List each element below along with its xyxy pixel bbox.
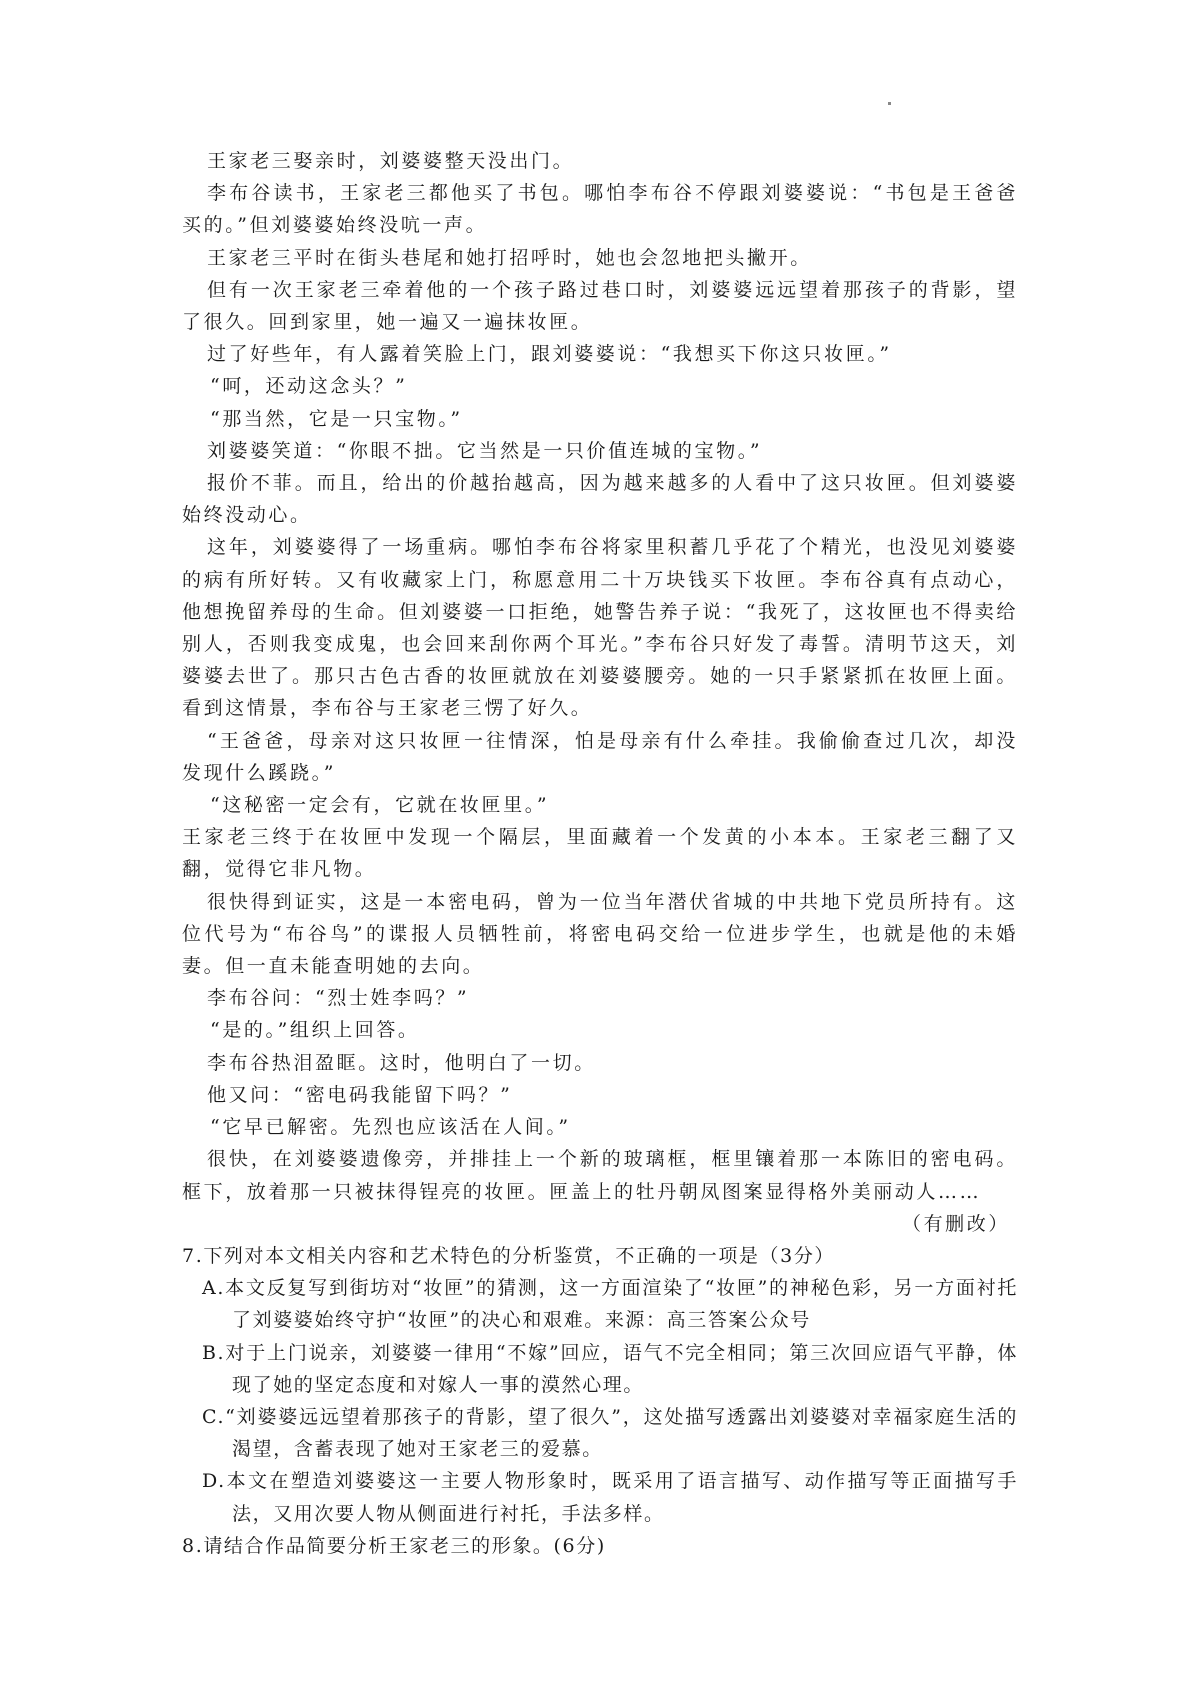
story-paragraph: “这秘密一定会有，它就在妆匣里。” [210, 794, 550, 817]
question-8 [182, 1530, 1018, 1562]
option-c: C.“刘婆婆远远望着那孩子的背影，望了很久”，这处描写透露出刘婆婆对幸福家庭生活的渴望，含蓄表现了她对王家老三的爱慕。 [202, 1405, 1018, 1461]
story-paragraph: 但有一次王家老三牵着他的一个孩子路过巷口时，刘婆婆远远望着那孩子的背影，望了很久。回到家里，她一遍又一遍抹妆匣。 [182, 278, 1018, 334]
story-paragraph: 李布谷热泪盈眶。这时，他明白了一切。 [207, 1051, 596, 1074]
story-paragraph: 李布谷问：“烈士姓李吗？” [207, 987, 470, 1010]
story-paragraph: “王爸爸，母亲对这只妆匣一往情深，怕是母亲有什么牵挂。我偷偷查过几次，却没发现什么蹊跷。” [182, 729, 1018, 784]
option-d: D.本文在塑造刘婆婆这一主要人物形象时，既采用了语言描写、动作描写等正面描写手法，又用次要人物从侧面进行衬托，手法多样。 [202, 1470, 1018, 1525]
story-paragraph: “那当然，它是一只宝物。” [210, 407, 463, 430]
option-a: A.本文反复写到街坊对“妆匣”的猜测，这一方面渲染了“妆匣”的神秘色彩，另一方面衬托了刘婆婆始终守护“妆匣”的决心和艰难。来源：高三答案公众号 [202, 1277, 1018, 1332]
story-paragraph: “是的。”组织上回答。 [210, 1019, 420, 1042]
story-paragraph: 刘婆婆笑道：“你眼不拙。它当然是一只价值连城的宝物。” [207, 439, 763, 462]
story-paragraph: “呵，还动这念头？” [210, 375, 408, 398]
document-page [182, 145, 1018, 1562]
story-paragraph: 这年，刘婆婆得了一场重病。哪怕李布谷将家里积蓄几乎花了个精光，也没见刘婆婆的病有所好转。又有收藏家上门，称愿意用二十万块钱买下妆匣。李布谷真有点动心，他想挽留养母的生命。但刘婆婆一口拒绝，她警告养子说：“我死了，这妆匣也不得卖给别人，否则我变成鬼，也会回来刮你两个耳光。”李布谷只好发了毒誓。清明节这天，刘婆婆去世了。那只古色古香的妆匣就放在刘婆婆腰旁。她的一只手紧紧抓在妆匣上面。看到这情景，李布谷与王家老三愣了好久。 [182, 536, 1018, 720]
story-paragraph: 很快，在刘婆婆遗像旁，并排挂上一个新的玻璃框，框里镶着那一本陈旧的密电码。框下，放着那一只被抹得锃亮的妆匣。匣盖上的牡丹朝凤图案显得格外美丽动人…… [182, 1148, 1018, 1203]
story-paragraph: 王家老三终于在妆匣中发现一个隔层，里面藏着一个发黄的小本本。王家老三翻了又翻，觉得它非凡物。 [182, 826, 1018, 881]
option-b: B.对于上门说亲，刘婆婆一律用“不嫁”回应，语气不完全相同；第三次回应语气平静，体现了她的坚定态度和对嫁人一事的漠然心理。 [202, 1341, 1018, 1396]
story-paragraph: 王家老三娶亲时，刘婆婆整天没出门。 [207, 150, 575, 172]
story-paragraph: 他又问：“密电码我能留下吗？” [207, 1083, 513, 1106]
story-paragraph: “它早已解密。先烈也应该活在人间。” [210, 1116, 571, 1139]
question-7 [182, 1240, 1018, 1530]
story-body [182, 145, 1018, 1240]
story-paragraph: 李布谷读书，王家老三都他买了书包。哪怕李布谷不停跟刘婆婆说：“书包是王爸爸买的。”但刘婆婆始终没吭一声。 [182, 182, 1018, 237]
story-paragraph: 很快得到证实，这是一本密电码，曾为一位当年潜伏省城的中共地下党员所持有。这位代号为“布谷鸟”的谍报人员牺牲前，将密电码交给一位进步学生，也就是他的未婚妻。但一直未能查明她的去向。 [182, 890, 1018, 978]
story-paragraph: 王家老三平时在街头巷尾和她打招呼时，她也会忽地把头撇开。 [207, 246, 812, 269]
source-note: （有删改） [901, 1212, 1010, 1235]
story-paragraph: 报价不菲。而且，给出的价越抬越高，因为越来越多的人看中了这只妆匣。但刘婆婆始终没动心。 [182, 472, 1018, 527]
question-stem: 8.请结合作品简要分析王家老三的形象。(6分) [182, 1534, 606, 1557]
scan-speck [888, 102, 891, 105]
question-stem: 7.下列对本文相关内容和艺术特色的分析鉴赏，不正确的一项是（3分） [182, 1244, 836, 1267]
story-paragraph: 过了好些年，有人露着笑脸上门，跟刘婆婆说：“我想买下你这只妆匣。” [207, 343, 892, 366]
